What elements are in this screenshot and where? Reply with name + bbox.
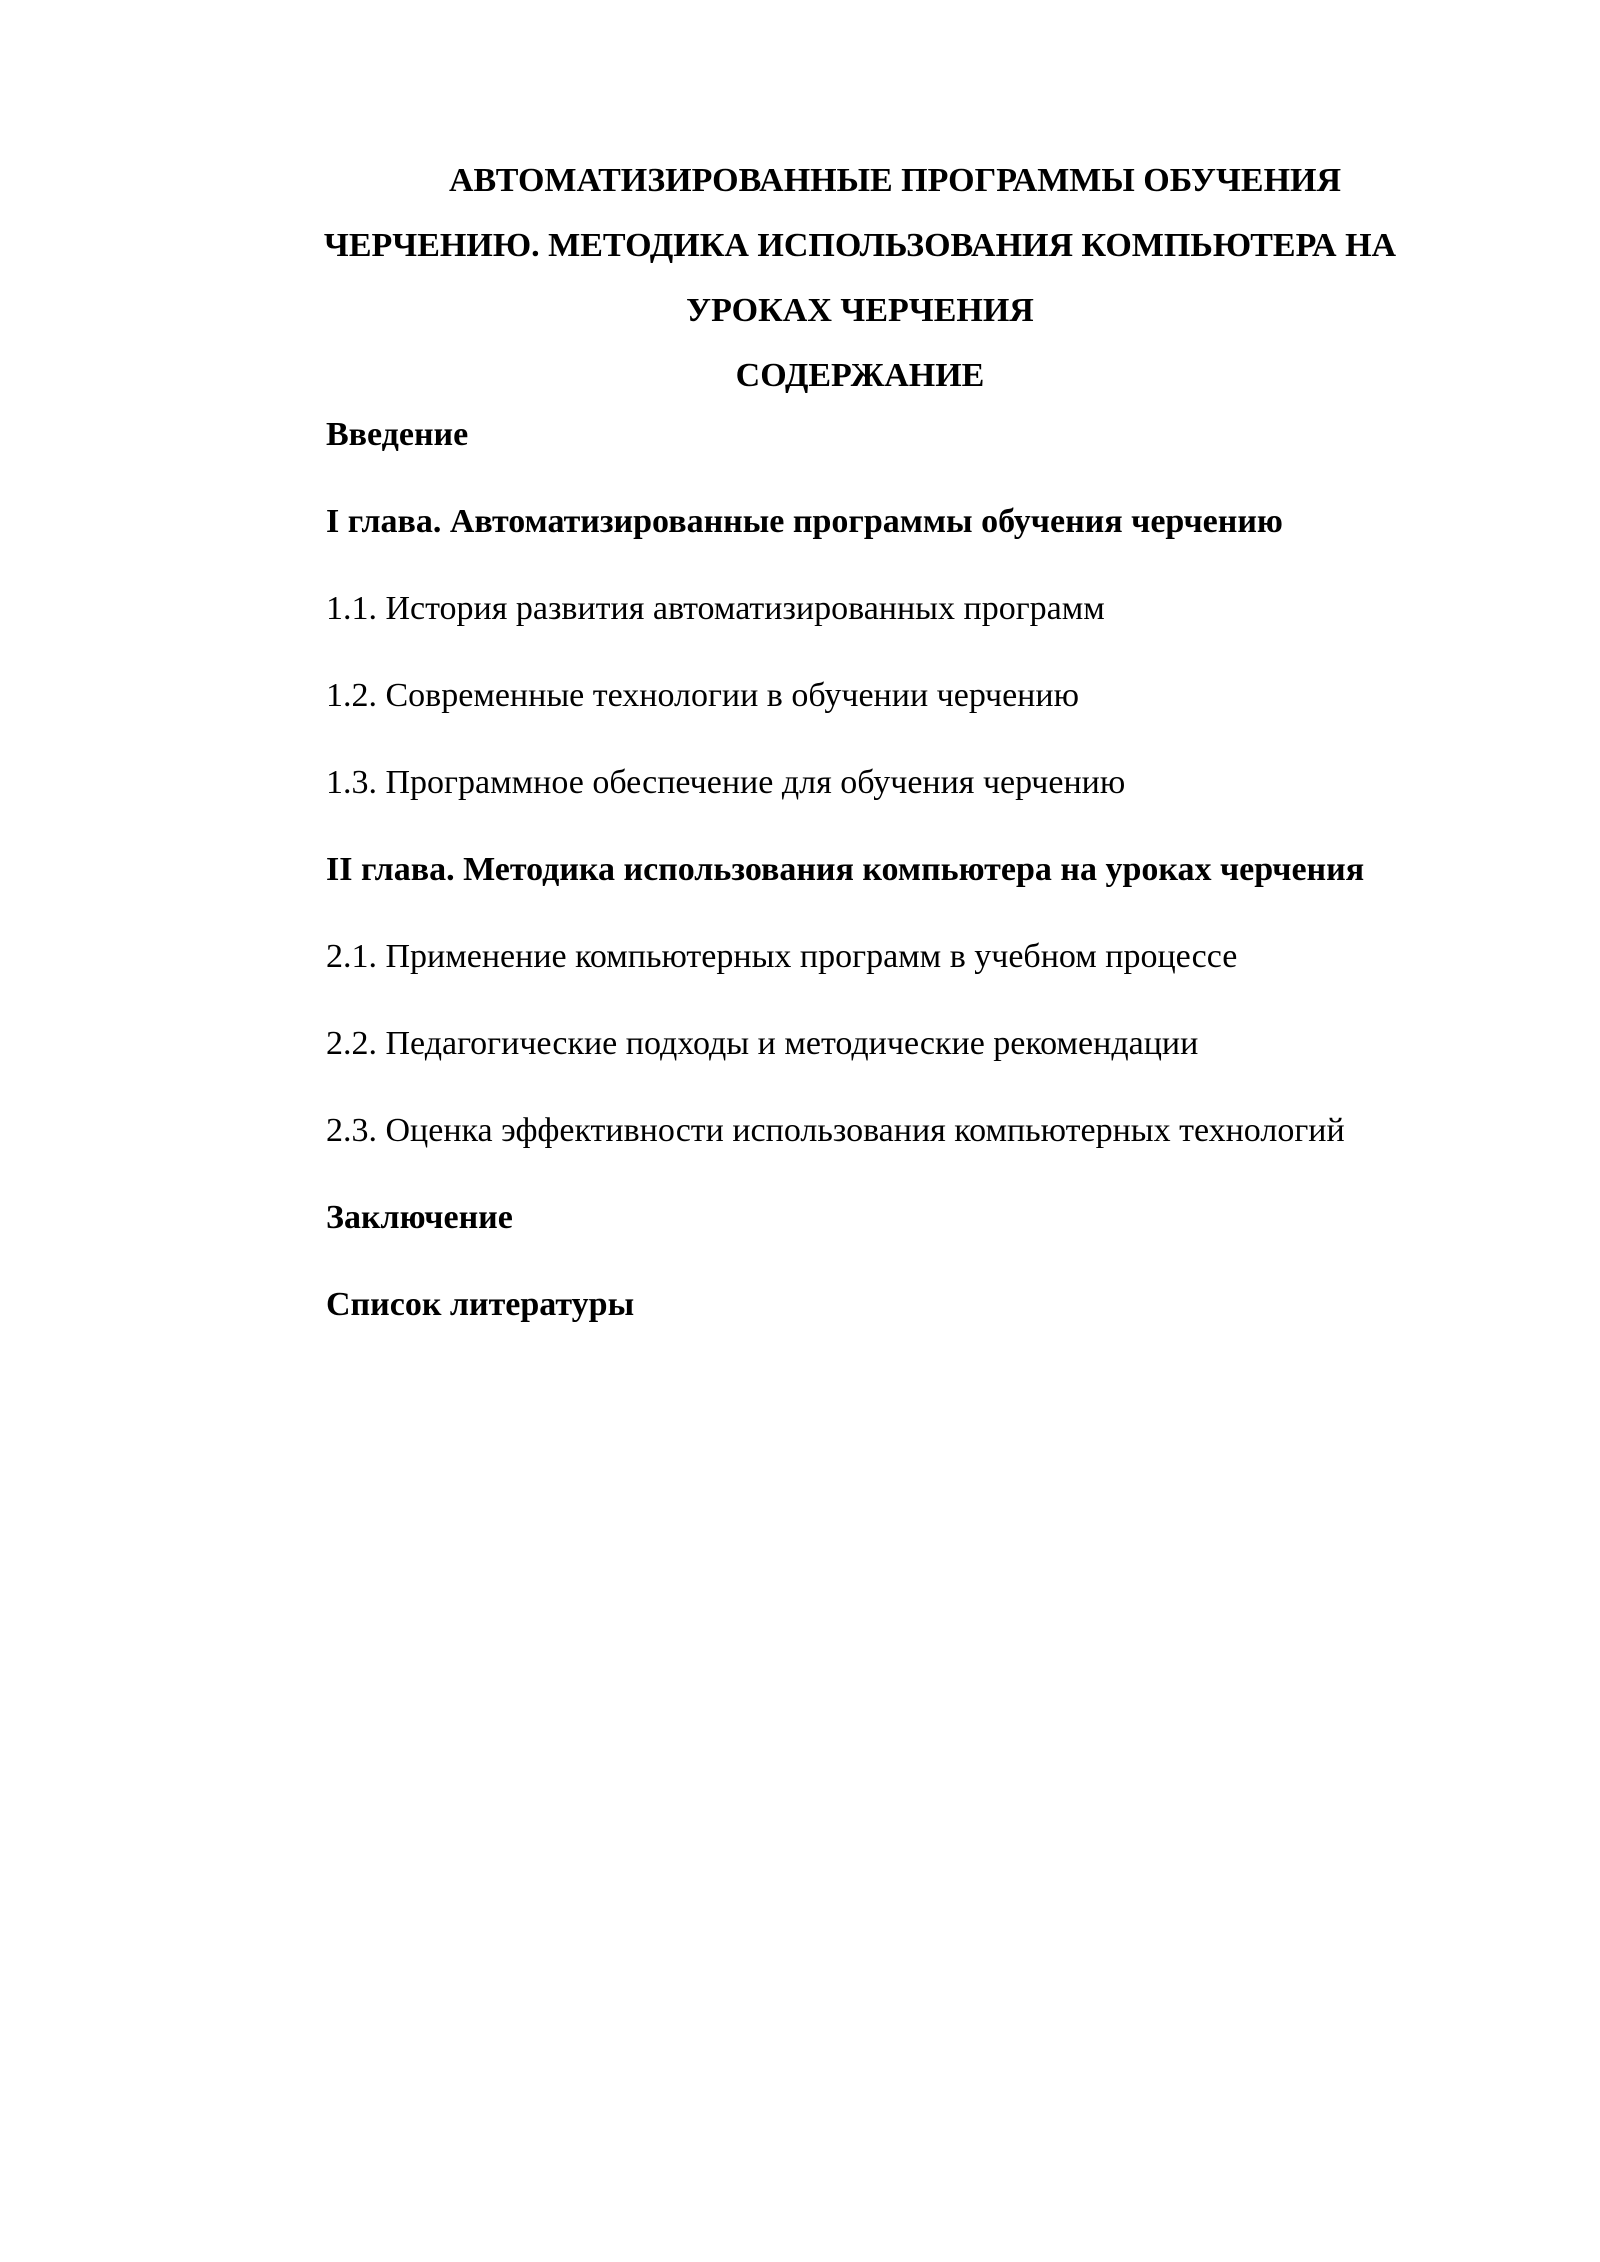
toc-item-bibliography: Список литературы <box>326 1286 635 1323</box>
table-of-contents <box>326 405 1576 1362</box>
title-line: АВТОМАТИЗИРОВАННЫЕ ПРОГРАММЫ ОБУЧЕНИЯ <box>448 162 1342 199</box>
title-line: ЧЕРЧЕНИЮ. МЕТОДИКА ИСПОЛЬЗОВАНИЯ КОМПЬЮТЕРА НА <box>323 227 1397 264</box>
toc-item-introduction: Введение <box>326 416 469 453</box>
toc-item-section-1-1: 1.1. История развития автоматизированных программ <box>326 590 1105 627</box>
toc-item-section-2-1: 2.1. Применение компьютерных программ в учебном процессе <box>326 938 1238 975</box>
toc-item-section-2-2: 2.2. Педагогические подходы и методические рекомендации <box>326 1025 1199 1062</box>
toc-item-chapter-2: II глава. Методика использования компьютера на уроках черчения <box>326 851 1365 888</box>
contents-heading: СОДЕРЖАНИЕ <box>735 357 985 394</box>
toc-item-conclusion: Заключение <box>326 1199 513 1236</box>
toc-item-chapter-1: I глава. Автоматизированные программы обучения черчению <box>326 503 1283 540</box>
toc-item-section-1-3: 1.3. Программное обеспечение для обучения черчению <box>326 764 1126 801</box>
document-title <box>240 148 1480 408</box>
toc-item-section-1-2: 1.2. Современные технологии в обучении черчению <box>326 677 1079 714</box>
toc-item-section-2-3: 2.3. Оценка эффективности использования компьютерных технологий <box>326 1112 1345 1149</box>
title-line: УРОКАХ ЧЕРЧЕНИЯ <box>686 292 1034 329</box>
